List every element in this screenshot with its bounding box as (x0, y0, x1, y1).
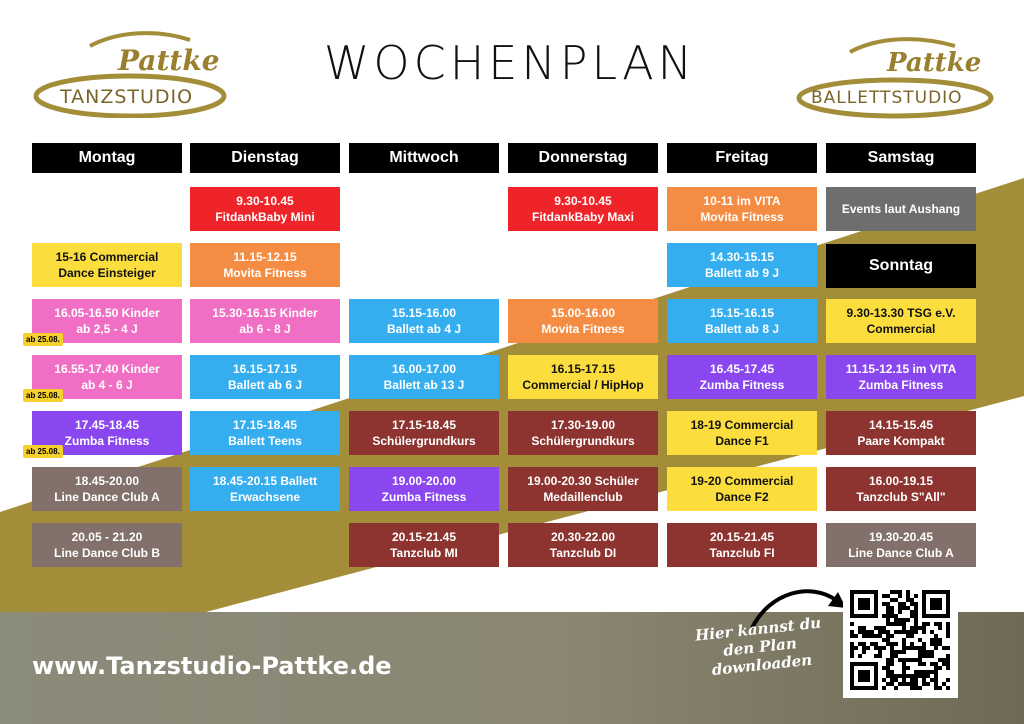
class-name: ab 2,5 - 4 J (76, 322, 138, 336)
class-time: 16.15-17.15 (232, 362, 298, 376)
class-name: Medaillenclub (543, 490, 623, 504)
download-hint: Hier kannst du den Plan downloaden (694, 613, 822, 680)
class-time: 16.45-17.45 (709, 362, 775, 376)
class-slot-mittwoch (349, 299, 499, 343)
class-time: 17.45-18.45 (74, 418, 140, 432)
class-name: FitdankBaby Mini (215, 210, 315, 224)
class-slot-sonntag (826, 299, 976, 343)
class-name: Commercial / HipHop (522, 378, 644, 392)
start-date-badge: ab 25.08. (23, 333, 63, 346)
class-name: Movita Fitness (541, 322, 625, 336)
website-link[interactable]: www.Tanzstudio-Pattke.de (32, 652, 392, 680)
class-name: Erwachsene (229, 490, 301, 504)
class-time: 20.30-22.00 (550, 530, 616, 544)
class-time: 16.55-17.40 Kinder (54, 362, 160, 376)
logo-swoosh-icon (795, 30, 995, 130)
class-time: Events laut Aushang (841, 202, 961, 216)
class-slot-dienstag (190, 411, 340, 455)
class-time: 9.30-10.45 (554, 194, 612, 208)
class-slot-mittwoch (349, 355, 499, 399)
class-slot-sonntag (826, 467, 976, 511)
page-title: WOCHENPLAN (323, 36, 697, 90)
class-slot-sonntag (826, 355, 976, 399)
class-name: Zumba Fitness (699, 378, 785, 392)
logo-script: Pattke (887, 48, 982, 78)
class-slot-freitag (667, 299, 817, 343)
class-slot-montag (32, 243, 182, 287)
class-slot-dienstag (190, 187, 340, 231)
class-slot-donnerstag (508, 411, 658, 455)
class-slot-dienstag (190, 243, 340, 287)
class-name: Zumba Fitness (858, 378, 944, 392)
class-time: 14.15-15.45 (868, 418, 934, 432)
class-slot-dienstag (190, 467, 340, 511)
class-slot-dienstag (190, 355, 340, 399)
class-slot-donnerstag (508, 523, 658, 567)
day-header-dienstag: Dienstag (190, 143, 340, 173)
class-name: Movita Fitness (223, 266, 307, 280)
class-slot-freitag (667, 523, 817, 567)
class-time: 20.15-21.45 (391, 530, 457, 544)
class-name: Ballett ab 13 J (383, 378, 465, 392)
class-slot-freitag (667, 187, 817, 231)
class-slot-donnerstag (508, 187, 658, 231)
class-name: Line Dance Club A (848, 546, 954, 560)
class-slot-freitag (667, 411, 817, 455)
class-time: 9.30-13.30 TSG e.V. (846, 306, 956, 320)
class-time: 15.15-16.00 (391, 306, 457, 320)
day-header-donnerstag: Donnerstag (508, 143, 658, 173)
class-slot-montag (32, 467, 182, 511)
class-name: Paare Kompakt (857, 434, 945, 448)
class-name: Schülergrundkurs (531, 434, 635, 448)
class-time: 19.00-20.30 Schüler (527, 474, 639, 488)
class-time: 17.15-18.45 (391, 418, 457, 432)
class-name: Line Dance Club A (54, 490, 160, 504)
class-time: 18.45-20.15 Ballett (212, 474, 318, 488)
class-time: 16.15-17.15 (550, 362, 616, 376)
tanzstudio-logo (30, 18, 230, 118)
class-slot-montag (32, 523, 182, 567)
class-name: Ballett ab 8 J (704, 322, 780, 336)
class-name: Tanzclub DI (549, 546, 617, 560)
class-time: 18.45-20.00 (74, 474, 140, 488)
class-time: 15-16 Commercial (55, 250, 159, 264)
qr-code-icon[interactable] (843, 583, 958, 698)
class-slot-dienstag (190, 299, 340, 343)
class-name: Commercial (866, 322, 936, 336)
class-slot-mittwoch (349, 411, 499, 455)
class-time: 9.30-10.45 (236, 194, 294, 208)
day-header-freitag: Freitag (667, 143, 817, 173)
logo-word: BALLETTSTUDIO (811, 88, 963, 108)
class-time: 16.05-16.50 Kinder (54, 306, 160, 320)
class-slot-samstag (826, 187, 976, 231)
class-name: ab 6 - 8 J (239, 322, 291, 336)
class-name: Ballett ab 4 J (386, 322, 462, 336)
class-name: Tanzclub S"All" (856, 490, 946, 504)
class-name: Schülergrundkurs (372, 434, 476, 448)
class-time: 11.15-12.15 im VITA (845, 362, 957, 376)
day-header-samstag: Samstag (826, 143, 976, 173)
day-header-mittwoch: Mittwoch (349, 143, 499, 173)
ballettstudio-logo (795, 30, 995, 130)
class-slot-mittwoch (349, 523, 499, 567)
class-time: 19.30-20.45 (868, 530, 934, 544)
class-time: 18-19 Commercial (690, 418, 794, 432)
class-slot-freitag (667, 355, 817, 399)
class-name: ab 4 - 6 J (81, 378, 133, 392)
class-slot-donnerstag (508, 299, 658, 343)
class-name: Dance Einsteiger (58, 266, 156, 280)
class-name: Movita Fitness (700, 210, 784, 224)
class-slot-freitag (667, 467, 817, 511)
class-name: FitdankBaby Maxi (531, 210, 635, 224)
start-date-badge: ab 25.08. (23, 389, 63, 402)
class-slot-sonntag (826, 523, 976, 567)
class-name: Zumba Fitness (381, 490, 467, 504)
class-slot-sonntag (826, 411, 976, 455)
class-name: Dance F1 (715, 434, 769, 448)
class-time: 19.00-20.00 (391, 474, 457, 488)
class-time: 11.15-12.15 (233, 250, 297, 264)
class-time: 19-20 Commercial (690, 474, 794, 488)
class-time: 10-11 im VITA (703, 194, 781, 208)
start-date-badge: ab 25.08. (23, 445, 63, 458)
class-name: Tanzclub MI (390, 546, 458, 560)
class-name: Dance F2 (715, 490, 769, 504)
class-slot-donnerstag (508, 355, 658, 399)
class-slot-freitag (667, 243, 817, 287)
class-time: 15.00-16.00 (550, 306, 616, 320)
class-name: Tanzclub FI (709, 546, 775, 560)
class-time: 14.30-15.15 (709, 250, 775, 264)
class-time: 17.30-19.00 (550, 418, 616, 432)
class-time: 16.00-19.15 (868, 474, 934, 488)
logo-script: Pattke (118, 44, 220, 77)
class-slot-mittwoch (349, 467, 499, 511)
class-name: Ballett Teens (228, 434, 302, 448)
class-time: 15.15-16.15 (709, 306, 775, 320)
class-time: 16.00-17.00 (391, 362, 457, 376)
class-name: Ballett ab 6 J (227, 378, 303, 392)
class-time: 15.30-16.15 Kinder (212, 306, 318, 320)
class-slot-donnerstag (508, 467, 658, 511)
day-header-montag: Montag (32, 143, 182, 173)
day-header-sonntag: Sonntag (826, 244, 976, 288)
class-name: Ballett ab 9 J (704, 266, 780, 280)
class-name: Line Dance Club B (53, 546, 160, 560)
class-time: 17.15-18.45 (232, 418, 298, 432)
class-name: Zumba Fitness (64, 434, 150, 448)
class-time: 20.05 - 21.20 (71, 530, 143, 544)
class-time: 20.15-21.45 (709, 530, 775, 544)
logo-word: TANZSTUDIO (60, 86, 194, 108)
